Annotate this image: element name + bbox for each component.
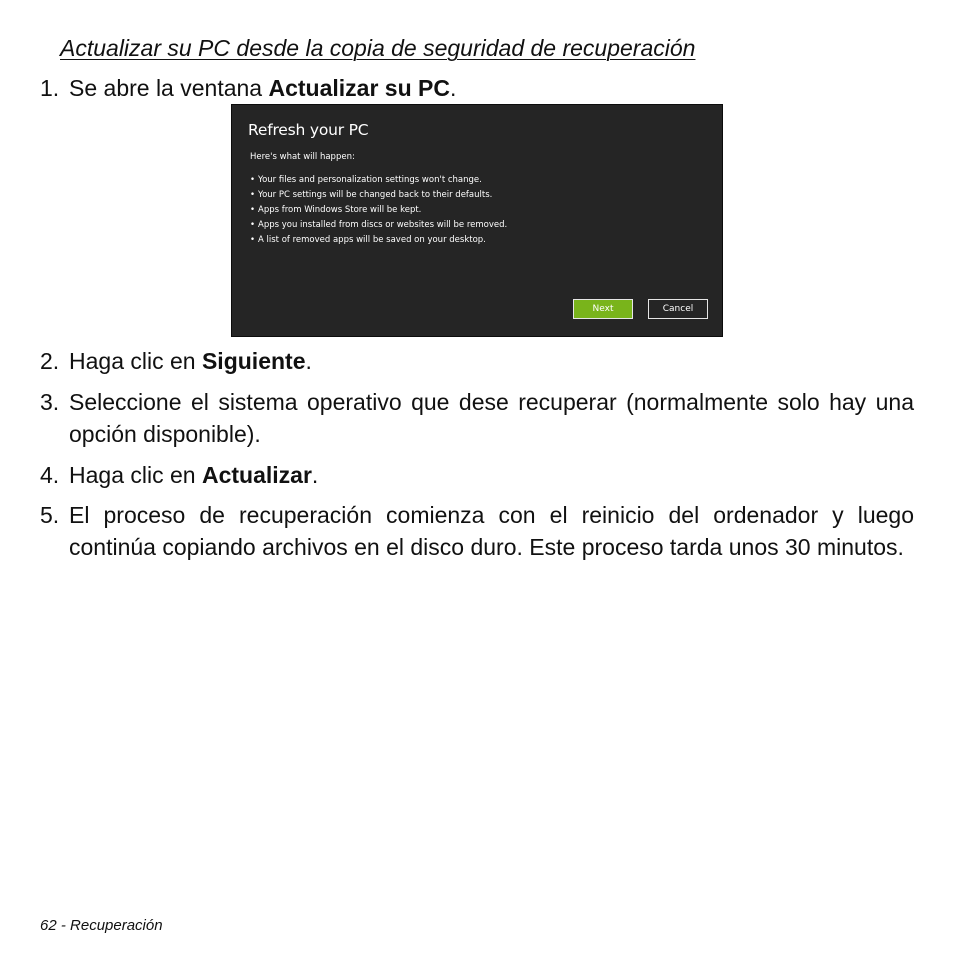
cancel-button[interactable]: Cancel	[648, 299, 708, 319]
section-heading: Actualizar su PC desde la copia de seguridad de recuperación	[60, 35, 696, 61]
list-item: • Your PC settings will be changed back to their defaults.	[250, 188, 507, 203]
list-item: • Apps from Windows Store will be kept.	[250, 203, 507, 218]
step-4	[40, 459, 914, 491]
step-3	[40, 386, 914, 450]
bullet-icon: •	[250, 235, 256, 245]
list-item: • Your files and personalization settings won't change.	[250, 173, 507, 188]
next-button[interactable]: Next	[573, 299, 633, 319]
step-text: Se abre la ventana Actualizar su PC.	[69, 75, 457, 101]
list-item: • A list of removed apps will be saved on your desktop.	[250, 233, 507, 248]
list-item: • Apps you installed from discs or websites will be removed.	[250, 218, 507, 233]
step-text: Haga clic en Actualizar.	[69, 462, 319, 488]
bullet-icon: •	[250, 205, 256, 215]
step-2	[40, 345, 914, 377]
step-text: Seleccione el sistema operativo que dese recuperar (normalmente solo hay una opción disponible).	[69, 389, 914, 447]
dialog-title: Refresh your PC	[248, 121, 369, 139]
bullet-icon: •	[250, 220, 256, 230]
step-number: 1.	[40, 75, 60, 101]
step-text: El proceso de recuperación comienza con el reinicio del ordenador y luego continúa copiando archivos en el disco duro. Este proceso tarda unos 30 minutos.	[69, 502, 914, 560]
step-number: 4.	[40, 462, 60, 488]
page-footer: 62 - Recuperación	[40, 917, 163, 934]
step-number: 2.	[40, 348, 60, 374]
dialog-item-list	[250, 173, 507, 248]
step-bold-term: Actualizar	[201, 462, 312, 488]
step-bold-term: Actualizar su PC	[268, 75, 450, 101]
refresh-pc-screenshot	[231, 104, 723, 337]
step-5	[40, 499, 914, 563]
bullet-icon: •	[250, 190, 256, 200]
bullet-icon: •	[250, 175, 256, 185]
dialog-intro: Here's what will happen:	[250, 152, 355, 162]
step-number: 5.	[40, 502, 60, 528]
step-text: Haga clic en Siguiente.	[69, 348, 312, 374]
step-1	[40, 72, 914, 104]
step-bold-term: Siguiente	[201, 348, 306, 374]
step-number: 3.	[40, 389, 60, 415]
